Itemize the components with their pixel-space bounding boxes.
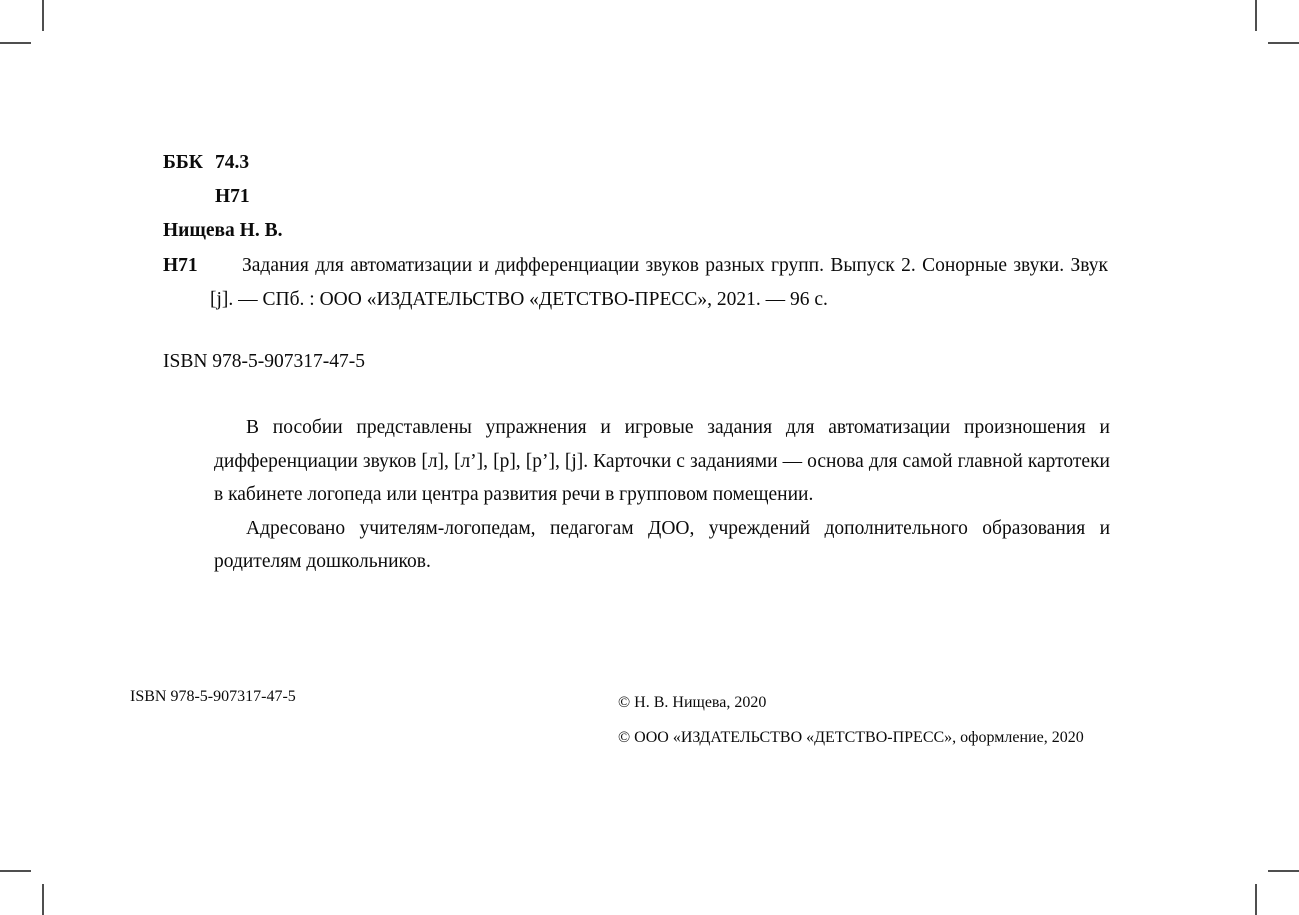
annotation xyxy=(214,411,1110,579)
catalog-entry-text: Задания для автоматизации и дифференциации звуков разных групп. Выпуск 2. Сонорные звуки. Звук [j]. — СПб. : ООО «ИЗДАТЕЛЬСТВО «ДЕТСТВО-ПРЕСС», 2021. — 96 с. xyxy=(210,255,1108,310)
copyright-block xyxy=(618,685,1084,755)
crop-mark-bottom-right-horizontal xyxy=(1268,870,1299,872)
copyright-author-line: © Н. В. Нищева, 2020 xyxy=(618,694,767,711)
bibliographic-header xyxy=(163,146,282,248)
crop-mark-top-left-horizontal xyxy=(0,42,31,44)
author-sign: Н71 xyxy=(215,186,250,207)
isbn-main: ISBN 978-5-907317-47-5 xyxy=(163,351,366,372)
author-name: Нищева Н. В. xyxy=(163,220,283,241)
crop-mark-top-right-vertical xyxy=(1255,0,1257,31)
crop-mark-bottom-right-vertical xyxy=(1255,884,1257,915)
crop-mark-bottom-left-vertical xyxy=(42,884,44,915)
annotation-paragraph-2: Адресовано учителям-логопедам, педагогам ДОО, учреждений дополнительного образования и родителям дошкольников. xyxy=(214,517,1110,572)
crop-mark-top-right-horizontal xyxy=(1268,42,1299,44)
bbk-line xyxy=(163,146,282,180)
bbk-code: 74.3 xyxy=(214,152,250,173)
catalog-entry xyxy=(163,249,1108,317)
bbk-label: ББК xyxy=(163,152,203,173)
crop-mark-top-left-vertical xyxy=(42,0,44,31)
catalog-entry-label: Н71 xyxy=(163,255,198,276)
crop-mark-bottom-left-horizontal xyxy=(0,870,31,872)
copyright-publisher-line: © ООО «ИЗДАТЕЛЬСТВО «ДЕТСТВО-ПРЕСС», оформление, 2020 xyxy=(618,729,1084,746)
isbn-footer: ISBN 978-5-907317-47-5 xyxy=(130,688,296,705)
annotation-paragraph-1: В пособии представлены упражнения и игровые задания для автоматизации произношения и дифференциации звуков [л], [л’], [р], [р’], [j]. Карточки с заданиями — основа для самой главной картотеки в кабинете логопеда или центра развития речи в групповом помещении. xyxy=(214,417,1110,505)
